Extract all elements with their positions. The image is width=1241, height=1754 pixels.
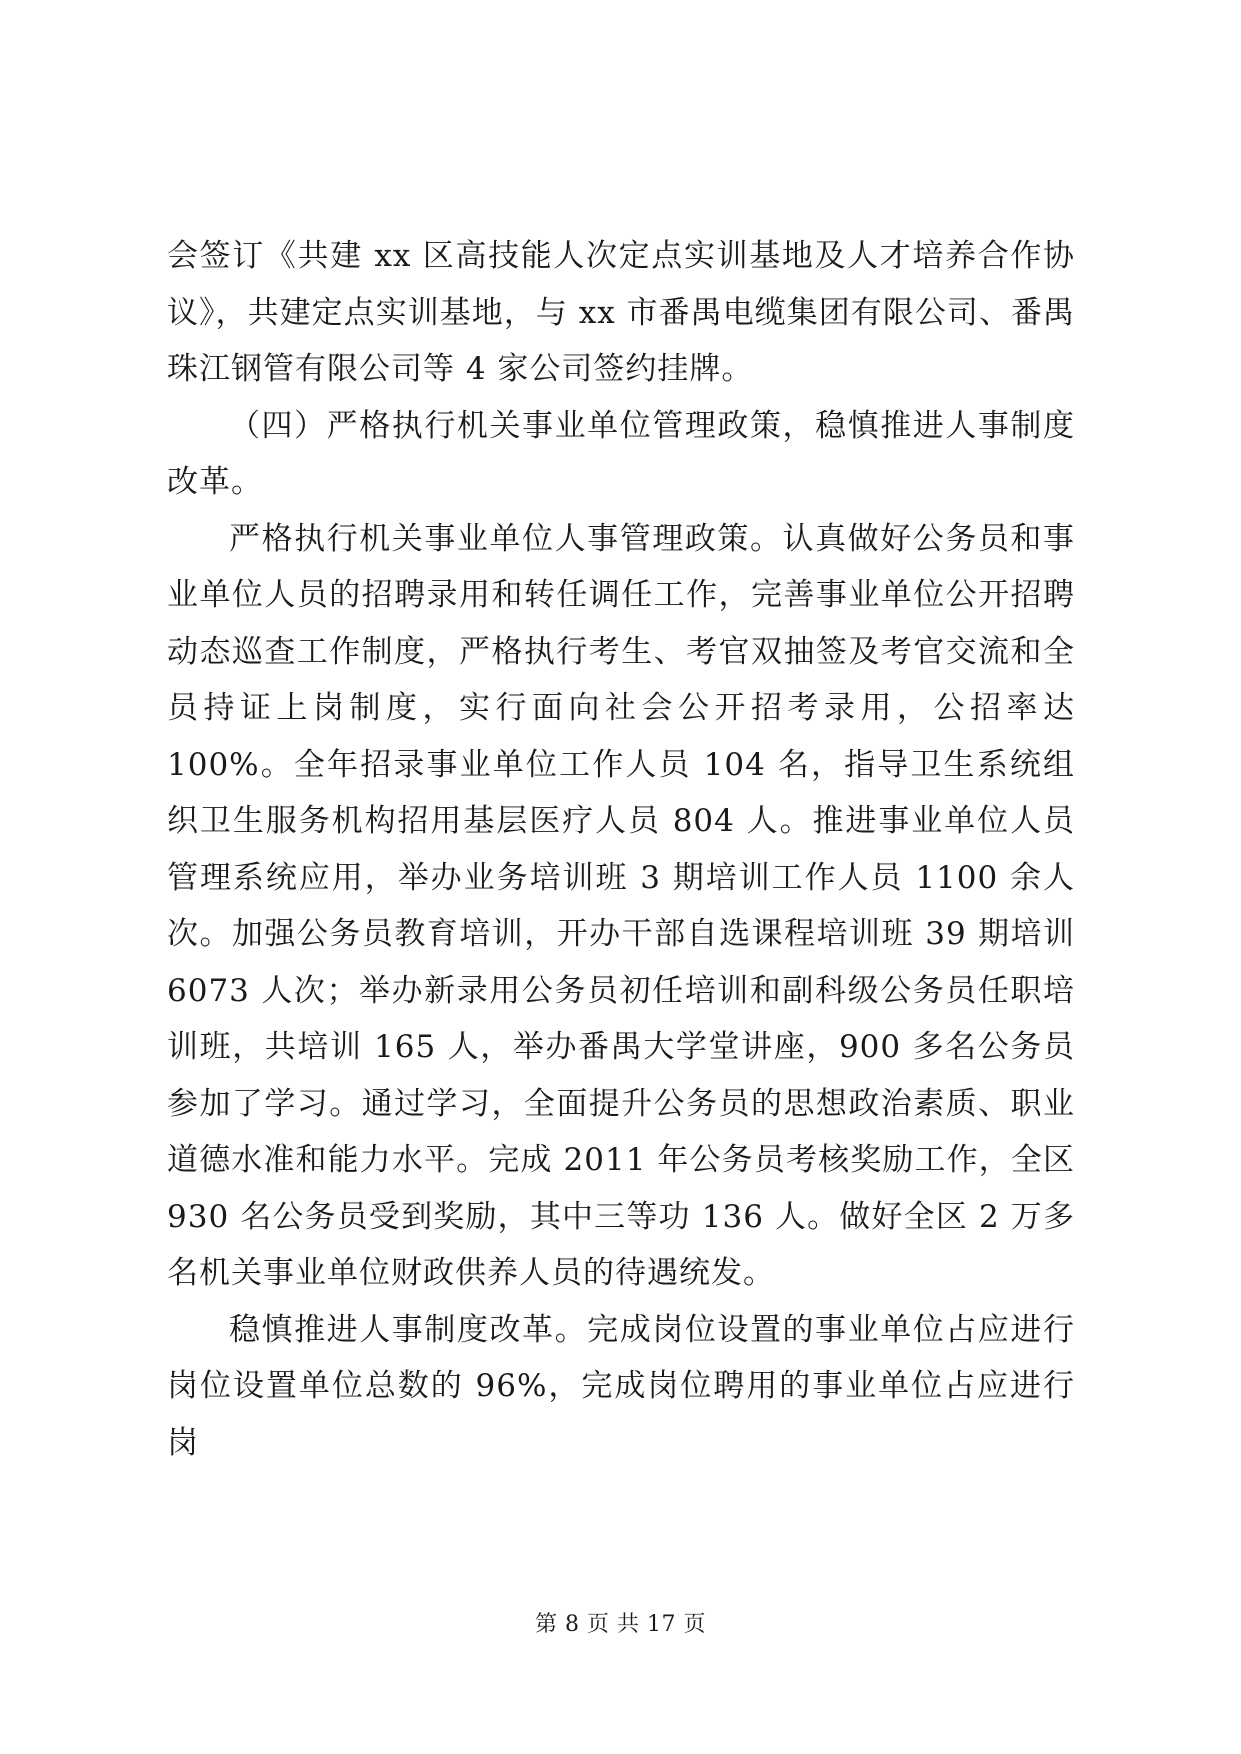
paragraph-2-heading: （四）严格执行机关事业单位管理政策，稳慎推进人事制度改革。 — [167, 407, 1075, 500]
paragraph-1: 会签订《共建 xx 区高技能人次定点实训基地及人才培养合作协议》，共建定点实训基地，与 xx 市番禺电缆集团有限公司、番禺珠江钢管有限公司等 4 家公司签约挂牌。 — [167, 238, 1075, 387]
paragraph-3: 严格执行机关事业单位人事管理政策。认真做好公务员和事业单位人员的招聘录用和转任调任工作，完善事业单位公开招聘动态巡查工作制度，严格执行考生、考官双抽签及考官交流和全员持证上岗制度，实行面向社会公开招考录用，公招率达 100%。全年招录事业单位工作人员 104 名，指导卫生系统组织卫生服务机构招用基层医疗人员 804 人。推进事业单位人员管理系统应用，举办业务培训班 3 期培训工作人员 1100 余人次。加强公务员教育培训，开办干部自选课程培训班 39 期培训 6073 人次；举办新录用公务员初任培训和副科级公务员任职培训班，共培训 165 人，举办番禺大学堂讲座，900 多名公务员参加了学习。通过学习，全面提升公务员的思想政治素质、职业道德水准和能力水平。完成 2011 年公务员考核奖励工作，全区 930 名公务员受到奖励，其中三等功 136 人。做好全区 2 万多名机关事业单位财政供养人员的待遇统发。 — [167, 520, 1075, 1291]
paragraph-4: 稳慎推进人事制度改革。完成岗位设置的事业单位占应进行岗位设置单位总数的 96%，完成岗位聘用的事业单位占应进行岗 — [167, 1311, 1075, 1461]
document-body — [167, 228, 1075, 1471]
page-number-footer: 第 8 页 共 17 页 — [535, 1612, 706, 1637]
